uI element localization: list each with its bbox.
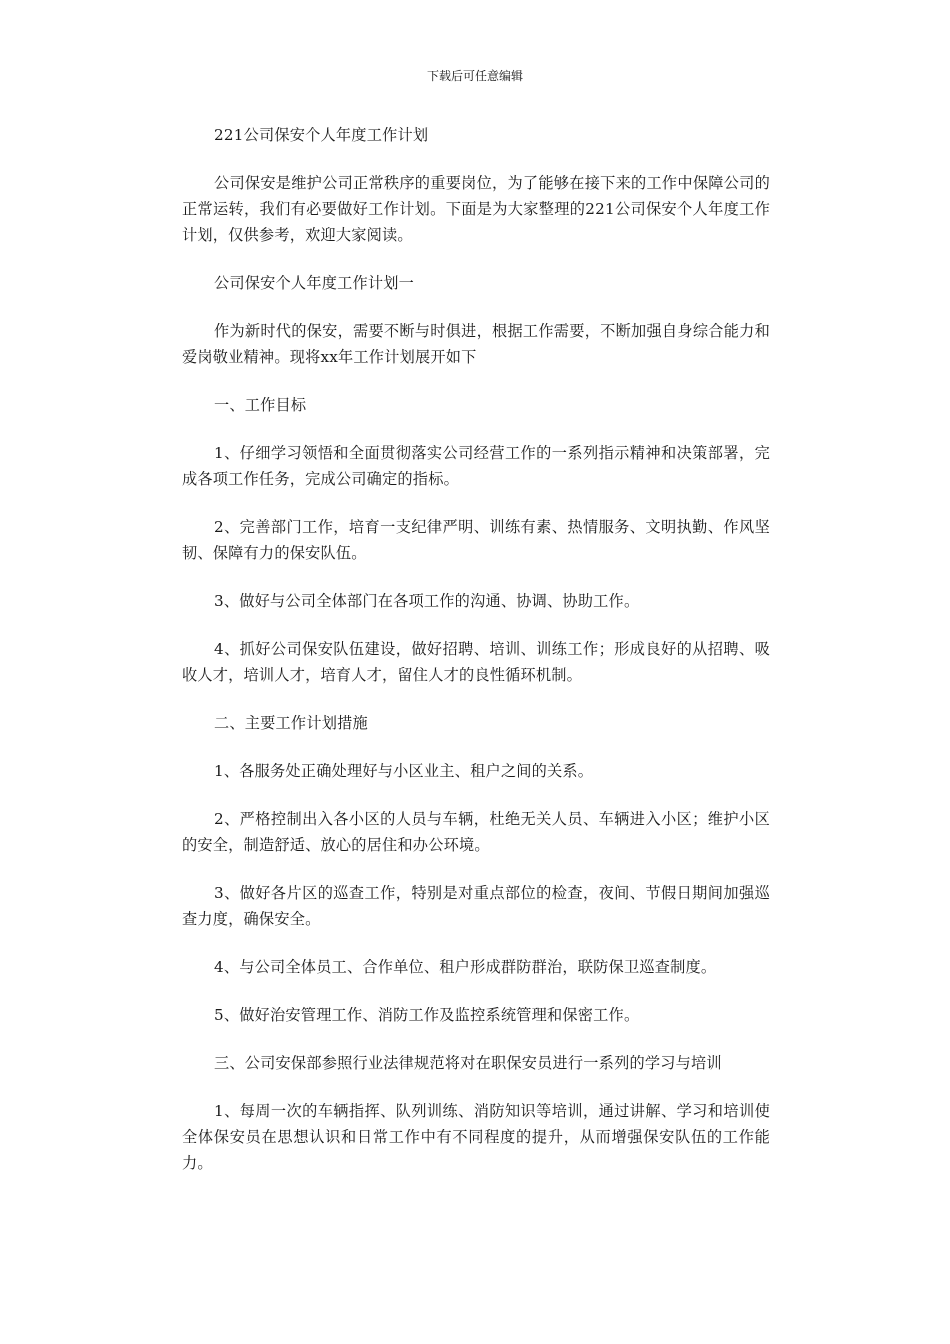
paragraph-measure-3: 3、做好各片区的巡查工作，特别是对重点部位的检查，夜间、节假日期间加强巡查力度，确保安全。 bbox=[182, 884, 770, 928]
paragraph-goal-4: 4、抓好公司保安队伍建设，做好招聘、培训、训练工作；形成良好的从招聘、吸收人才，培训人才，培育人才，留住人才的良性循环机制。 bbox=[182, 640, 770, 684]
paragraph-measure-2: 2、严格控制出入各小区的人员与车辆，杜绝无关人员、车辆进入小区；维护小区的安全，制造舒适、放心的居住和办公环境。 bbox=[182, 810, 770, 854]
paragraph-measure-1: 1、各服务处正确处理好与小区业主、租户之间的关系。 bbox=[214, 762, 594, 780]
section-heading-goals: 一、工作目标 bbox=[214, 396, 307, 414]
paragraph-training-1: 1、每周一次的车辆指挥、队列训练、消防知识等培训，通过讲解、学习和培训使全体保安员在思想认识和日常工作中有不同程度的提升，从而增强保安队伍的工作能力。 bbox=[182, 1102, 770, 1172]
paragraph-intro: 公司保安是维护公司正常秩序的重要岗位，为了能够在接下来的工作中保障公司的正常运转，我们有必要做好工作计划。下面是为大家整理的221公司保安个人年度工作计划，仅供参考，欢迎大家阅读。 bbox=[182, 174, 770, 244]
paragraph-goal-2: 2、完善部门工作，培育一支纪律严明、训练有素、热情服务、文明执勤、作风坚韧、保障有力的保安队伍。 bbox=[182, 518, 770, 562]
paragraph-preface: 作为新时代的保安，需要不断与时俱进，根据工作需要，不断加强自身综合能力和爱岗敬业精神。现将xx年工作计划展开如下 bbox=[182, 322, 770, 366]
section-heading-training: 三、公司安保部参照行业法律规范将对在职保安员进行一系列的学习与培训 bbox=[214, 1054, 722, 1072]
paragraph-goal-1: 1、仔细学习领悟和全面贯彻落实公司经营工作的一系列指示精神和决策部署，完成各项工作任务，完成公司确定的指标。 bbox=[182, 444, 770, 488]
section-heading-measures: 二、主要工作计划措施 bbox=[214, 714, 368, 732]
paragraph-measure-5: 5、做好治安管理工作、消防工作及监控系统管理和保密工作。 bbox=[214, 1006, 640, 1024]
document-title: 221公司保安个人年度工作计划 bbox=[214, 126, 429, 144]
section-heading-plan-one: 公司保安个人年度工作计划一 bbox=[214, 274, 415, 292]
paragraph-goal-3: 3、做好与公司全体部门在各项工作的沟通、协调、协助工作。 bbox=[214, 592, 640, 610]
document-body bbox=[182, 122, 770, 1198]
header-note: 下载后可任意编辑 bbox=[426, 69, 523, 83]
paragraph-measure-4: 4、与公司全体员工、合作单位、租户形成群防群治，联防保卫巡查制度。 bbox=[214, 958, 717, 976]
